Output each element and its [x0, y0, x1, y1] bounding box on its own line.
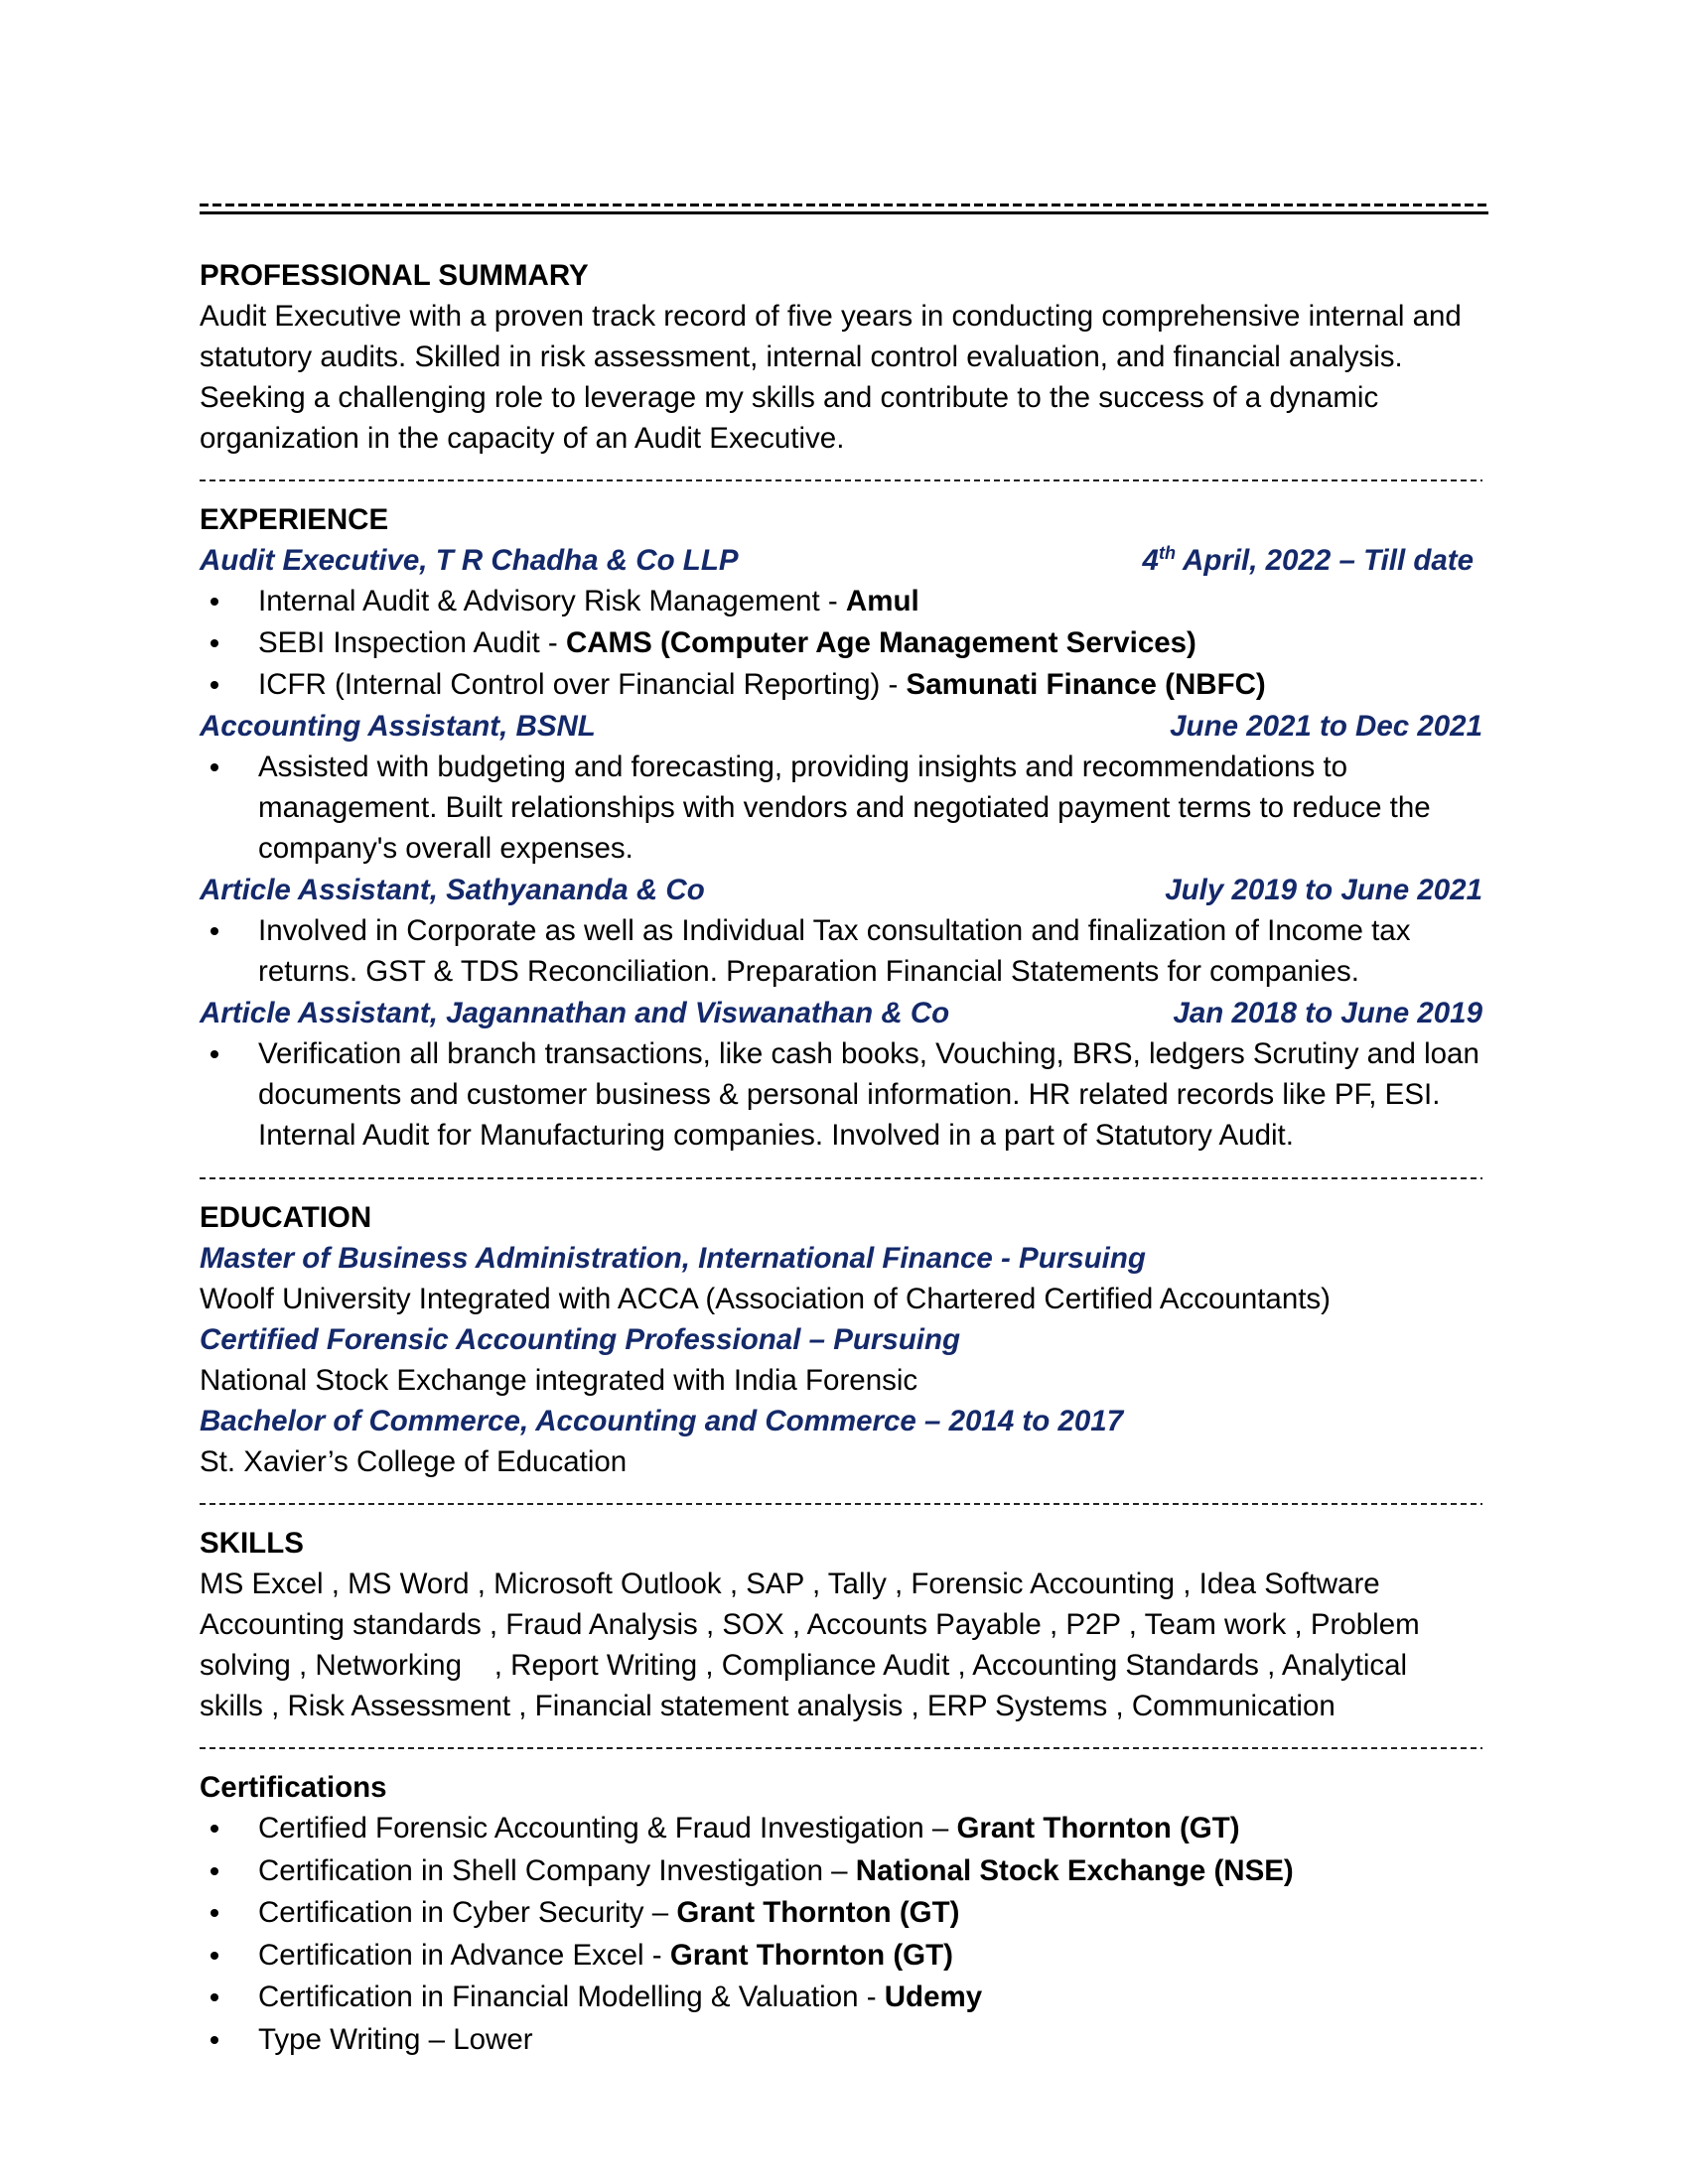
list-item: Certification in Advance Excel - Grant Thornton (GT) [200, 1935, 1488, 1977]
job-title: Accounting Assistant, BSNL [200, 710, 596, 743]
experience-heading: EXPERIENCE [200, 503, 389, 536]
job-title: Article Assistant, Sathyananda & Co [200, 874, 705, 906]
bullet-icon [211, 927, 218, 935]
section-divider [200, 1482, 1488, 1523]
bullet-icon [211, 763, 218, 771]
job-header [200, 706, 1482, 747]
list-item: Type Writing – Lower [200, 2019, 1488, 2061]
list-item: Certified Forensic Accounting & Fraud Investigation – Grant Thornton (GT) [200, 1808, 1488, 1849]
job-header [200, 993, 1482, 1033]
job-duties-list [200, 1033, 1488, 1156]
section-divider [200, 459, 1488, 499]
skills-line: skills , Risk Assessment , Financial statement analysis , ERP Systems , Communication [200, 1690, 1336, 1722]
education-degree: Certified Forensic Accounting Professional – Pursuing [200, 1323, 961, 1356]
job-title: Audit Executive, T R Chadha & Co LLP [200, 544, 739, 577]
job-date: Jan 2018 to June 2019 [1173, 997, 1482, 1029]
job-duties-list [200, 747, 1488, 869]
bullet-icon [211, 639, 218, 647]
bullet-icon [211, 2036, 218, 2044]
section-divider [200, 1157, 1488, 1197]
summary-text: Audit Executive with a proven track record of five years in conducting comprehensive internal and statutory audits. Skilled in risk assessment, internal control evaluation, and financial analysis. Seeking a challenging role to leverage my skills and contribute to the success of a dynamic organization in the capacity of an Audit Executive. [200, 300, 1462, 455]
skills-heading: SKILLS [200, 1527, 304, 1560]
job-title: Article Assistant, Jagannathan and Viswanathan & Co [200, 997, 950, 1029]
job-date: July 2019 to June 2021 [1165, 874, 1482, 906]
list-item: ICFR (Internal Control over Financial Reporting) - Samunati Finance (NBFC) [200, 664, 1488, 705]
bullet-icon [211, 681, 218, 689]
certifications-list [200, 1808, 1488, 2060]
list-item: Involved in Corporate as well as Individual Tax consultation and finalization of Income tax returns. GST & TDS Reconciliation. Preparation Financial Statements for companies. [200, 910, 1470, 992]
bullet-icon [211, 1050, 218, 1058]
education-institution: St. Xavier’s College of Education [200, 1445, 628, 1478]
bullet-icon [211, 1825, 218, 1833]
bullet-icon [211, 1993, 218, 2001]
list-item: Certification in Financial Modelling & Valuation - Udemy [200, 1977, 1488, 2018]
list-item: Certification in Cyber Security – Grant Thornton (GT) [200, 1892, 1488, 1934]
skills-line: Accounting standards , Fraud Analysis , SOX , Accounts Payable , P2P , Team work , Problem [200, 1608, 1420, 1641]
job-header [200, 540, 1482, 581]
dashed-rule [200, 204, 1488, 206]
skills-line: solving , Networking , Report Writing , Compliance Audit , Accounting Standards , Analytical [200, 1649, 1408, 1682]
solid-rule [200, 211, 1488, 214]
list-item: Verification all branch transactions, like cash books, Vouching, BRS, ledgers Scrutiny and loan documents and customer business & personal information. HR related records like PF, ESI. Internal Audit for Manufacturing companies. Involved in a part of Statutory Audit. [200, 1033, 1489, 1156]
bullet-icon [211, 598, 218, 606]
education-institution: Woolf University Integrated with ACCA (Association of Chartered Certified Accountants) [200, 1283, 1332, 1315]
education-institution: National Stock Exchange integrated with India Forensic [200, 1364, 918, 1397]
job-date: 4th April, 2022 – Till date [1142, 543, 1474, 577]
section-divider [200, 1726, 1488, 1767]
list-item: Certification in Shell Company Investigation – National Stock Exchange (NSE) [200, 1850, 1488, 1892]
job-header [200, 870, 1482, 910]
header-rule [200, 204, 1488, 215]
education-degree: Bachelor of Commerce, Accounting and Commerce – 2014 to 2017 [200, 1405, 1124, 1437]
list-item: SEBI Inspection Audit - CAMS (Computer Age Management Services) [200, 622, 1488, 663]
certifications-heading: Certifications [200, 1771, 387, 1804]
skills-line: MS Excel , MS Word , Microsoft Outlook , SAP , Tally , Forensic Accounting , Idea Software [200, 1568, 1380, 1600]
summary-heading: PROFESSIONAL SUMMARY [200, 259, 589, 292]
education-heading: EDUCATION [200, 1201, 372, 1234]
bullet-icon [211, 1867, 218, 1875]
resume-content [200, 255, 1488, 2061]
education-degree: Master of Business Administration, International Finance - Pursuing [200, 1242, 1146, 1275]
list-item: Assisted with budgeting and forecasting, providing insights and recommendations to management. Built relationships with vendors and negotiated payment terms to reduce the company's overall expenses. [200, 747, 1491, 869]
job-duties-list [200, 910, 1488, 992]
bullet-icon [211, 1952, 218, 1960]
job-duties-list [200, 581, 1488, 705]
skills-list [200, 1564, 1488, 1726]
list-item: Internal Audit & Advisory Risk Management - Amul [200, 581, 1488, 621]
job-date: June 2021 to Dec 2021 [1170, 710, 1482, 743]
bullet-icon [211, 1909, 218, 1917]
